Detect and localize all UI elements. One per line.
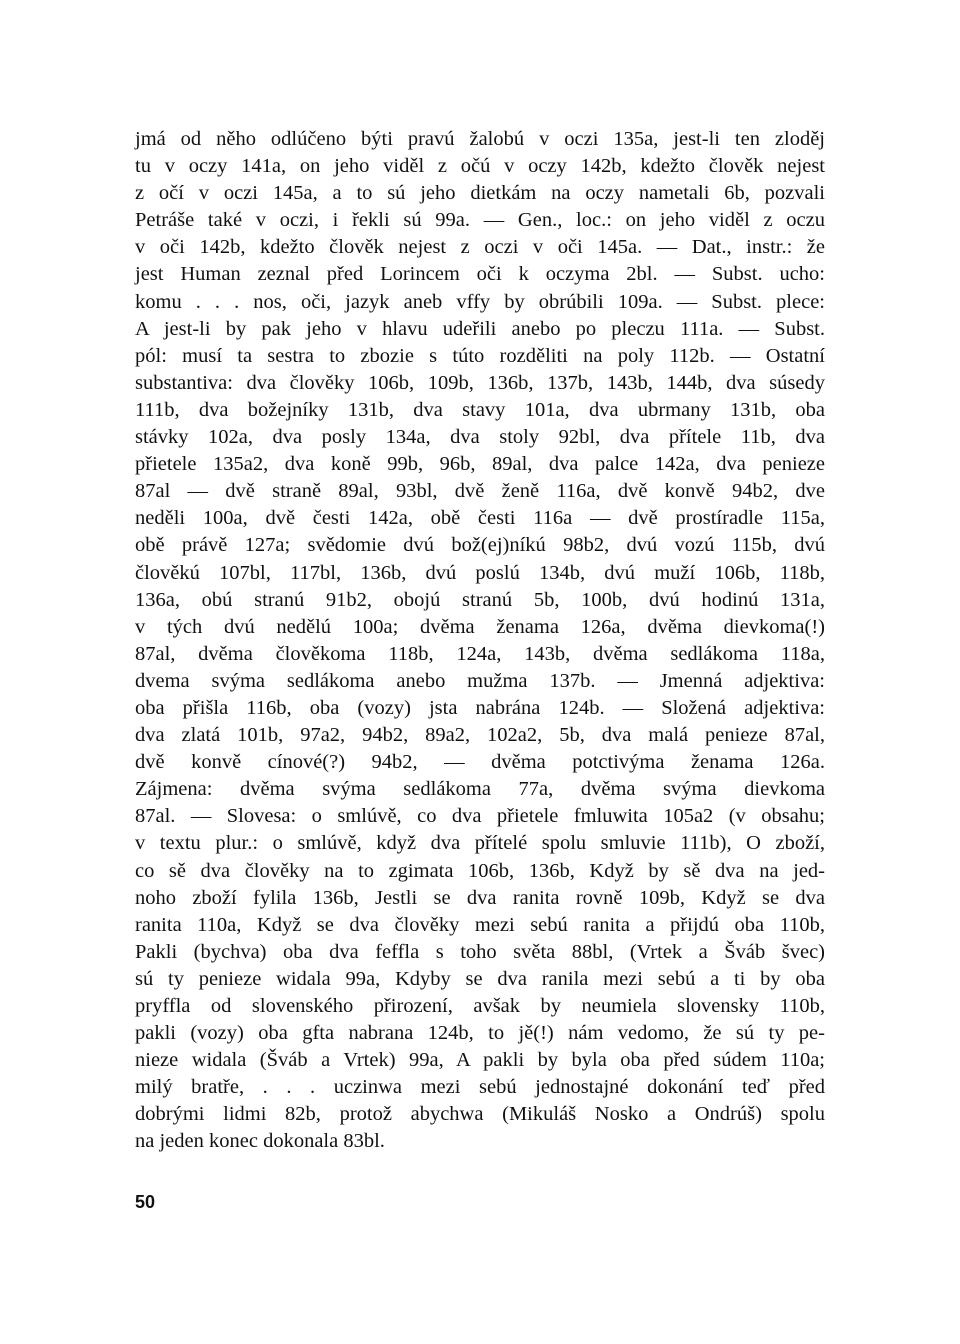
text-line: pól: musí ta sestra to zbozie s túto rozděliti na poly 112b. — Ostatní [135,344,825,367]
text-line: na jeden konec dokonala 83bl. [135,1130,385,1153]
text-line: neděli 100a, dvě česti 142a, obě česti 116a — dvě prostíradle 115a, [135,507,825,530]
text-line: Zájmena: dvěma svýma sedlákoma 77a, dvěma svýma dievkoma [135,778,825,801]
text-line: milý bratře, . . . uczinwa mezi sebú jednostajné dokonání teď před [135,1076,825,1099]
text-line: v tých dvú nedělú 100a; dvěma ženama 126a, dvěma dievkoma(!) [135,615,825,638]
text-line: 87al — dvě straně 89al, 93bl, dvě ženě 116a, dvě konvě 94b2, dve [135,480,825,503]
text-line: z očí v oczi 145a, a to sú jeho dietkám na oczy nametali 6b, pozvali [135,182,825,205]
body-text [135,126,825,1156]
text-line: jmá od něho odlúčeno býti pravú žalobú v oczi 135a, jest-li ten zloděj [135,128,825,150]
text-line: dvema svýma sedlákoma anebo mužma 137b. — Jmenná adjektiva: [135,669,825,692]
text-line: komu . . . nos, oči, jazyk aneb vffy by obrúbili 109a. — Subst. plece: [135,290,825,313]
text-line: ranita 110a, Když se dva člověky mezi sebú ranita a přijdú oba 110b, [135,913,825,936]
text-line: noho zboží fylila 136b, Jestli se dva ranita rovně 109b, Když se dva [135,886,825,909]
text-line: v textu plur.: o smlúvě, když dva přítelé spolu smluvie 111b), O zboží, [135,832,825,855]
page-number: 50 [135,1192,156,1212]
text-line: jest Human zeznal před Lorincem oči k oczyma 2bl. — Subst. ucho: [135,263,825,286]
text-line: 87al, dvěma člověkoma 118b, 124a, 143b, dvěma sedlákoma 118a, [135,642,825,665]
text-line: 87al. — Slovesa: o smlúvě, co dva přietele fmluwita 105a2 (v obsahu; [135,805,825,828]
text-line: nieze widala (Šváb a Vrtek) 99a, A pakli by byla oba před súdem 110a; [135,1049,825,1072]
text-line: 111b, dva božejníky 131b, dva stavy 101a, dva ubrmany 131b, oba [135,398,825,421]
text-line: přietele 135a2, dva koně 99b, 96b, 89al, dva palce 142a, dva penieze [135,453,825,476]
text-line: tu v oczy 141a, on jeho viděl z očú v oczy 142b, kdežto člověk nejest [135,155,825,178]
text-line: 136a, obú stranú 91b2, obojú stranú 5b, 100b, dvú hodinú 131a, [135,588,825,611]
text-line: A jest-li by pak jeho v hlavu udeřili anebo po pleczu 111a. — Subst. [135,317,825,340]
text-line: co sě dva člověky na to zgimata 106b, 136b, Když by sě dva na jed- [135,859,825,882]
text-line: pakli (vozy) oba gfta nabrana 124b, to jě(!) nám vedomo, že sú ty pe- [135,1022,825,1045]
text-line: Pakli (bychva) oba dva feffla s toho světa 88bl, (Vrtek a Šváb švec) [135,940,825,963]
text-line: sú ty penieze widala 99a, Kdyby se dva ranila mezi sebú a ti by oba [135,967,825,990]
text-line: pryffla od slovenského přirození, avšak by neumiela slovensky 110b, [135,995,825,1017]
text-line: oba přišla 116b, oba (vozy) jsta nabrána 124b. — Složená adjektiva: [135,696,825,719]
text-line: dvě konvě cínové(?) 94b2, — dvěma potctivýma ženama 126a. [135,751,825,774]
text-line: v oči 142b, kdežto člověk nejest z oczi v oči 145a. — Dat., instr.: že [135,236,825,259]
text-line: substantiva: dva člověky 106b, 109b, 136b, 137b, 143b, 144b, dva súsedy [135,371,825,394]
text-line: stávky 102a, dva posly 134a, dva stoly 92bl, dva přítele 11b, dva [135,426,825,449]
text-line: dobrými lidmi 82b, protož abychwa (Mikuláš Nosko a Ondrúš) spolu [135,1103,825,1126]
text-line: obě právě 127a; svědomie dvú bož(ej)níkú 98b2, dvú vozú 115b, dvú [135,534,825,557]
text-line: člověkú 107bl, 117bl, 136b, dvú poslú 134b, dvú muží 106b, 118b, [135,561,825,584]
text-line: Petráše také v oczi, i řekli sú 99a. — Gen., loc.: on jeho viděl z oczu [135,209,825,232]
text-line: dva zlatá 101b, 97a2, 94b2, 89a2, 102a2, 5b, dva malá penieze 87al, [135,724,825,747]
